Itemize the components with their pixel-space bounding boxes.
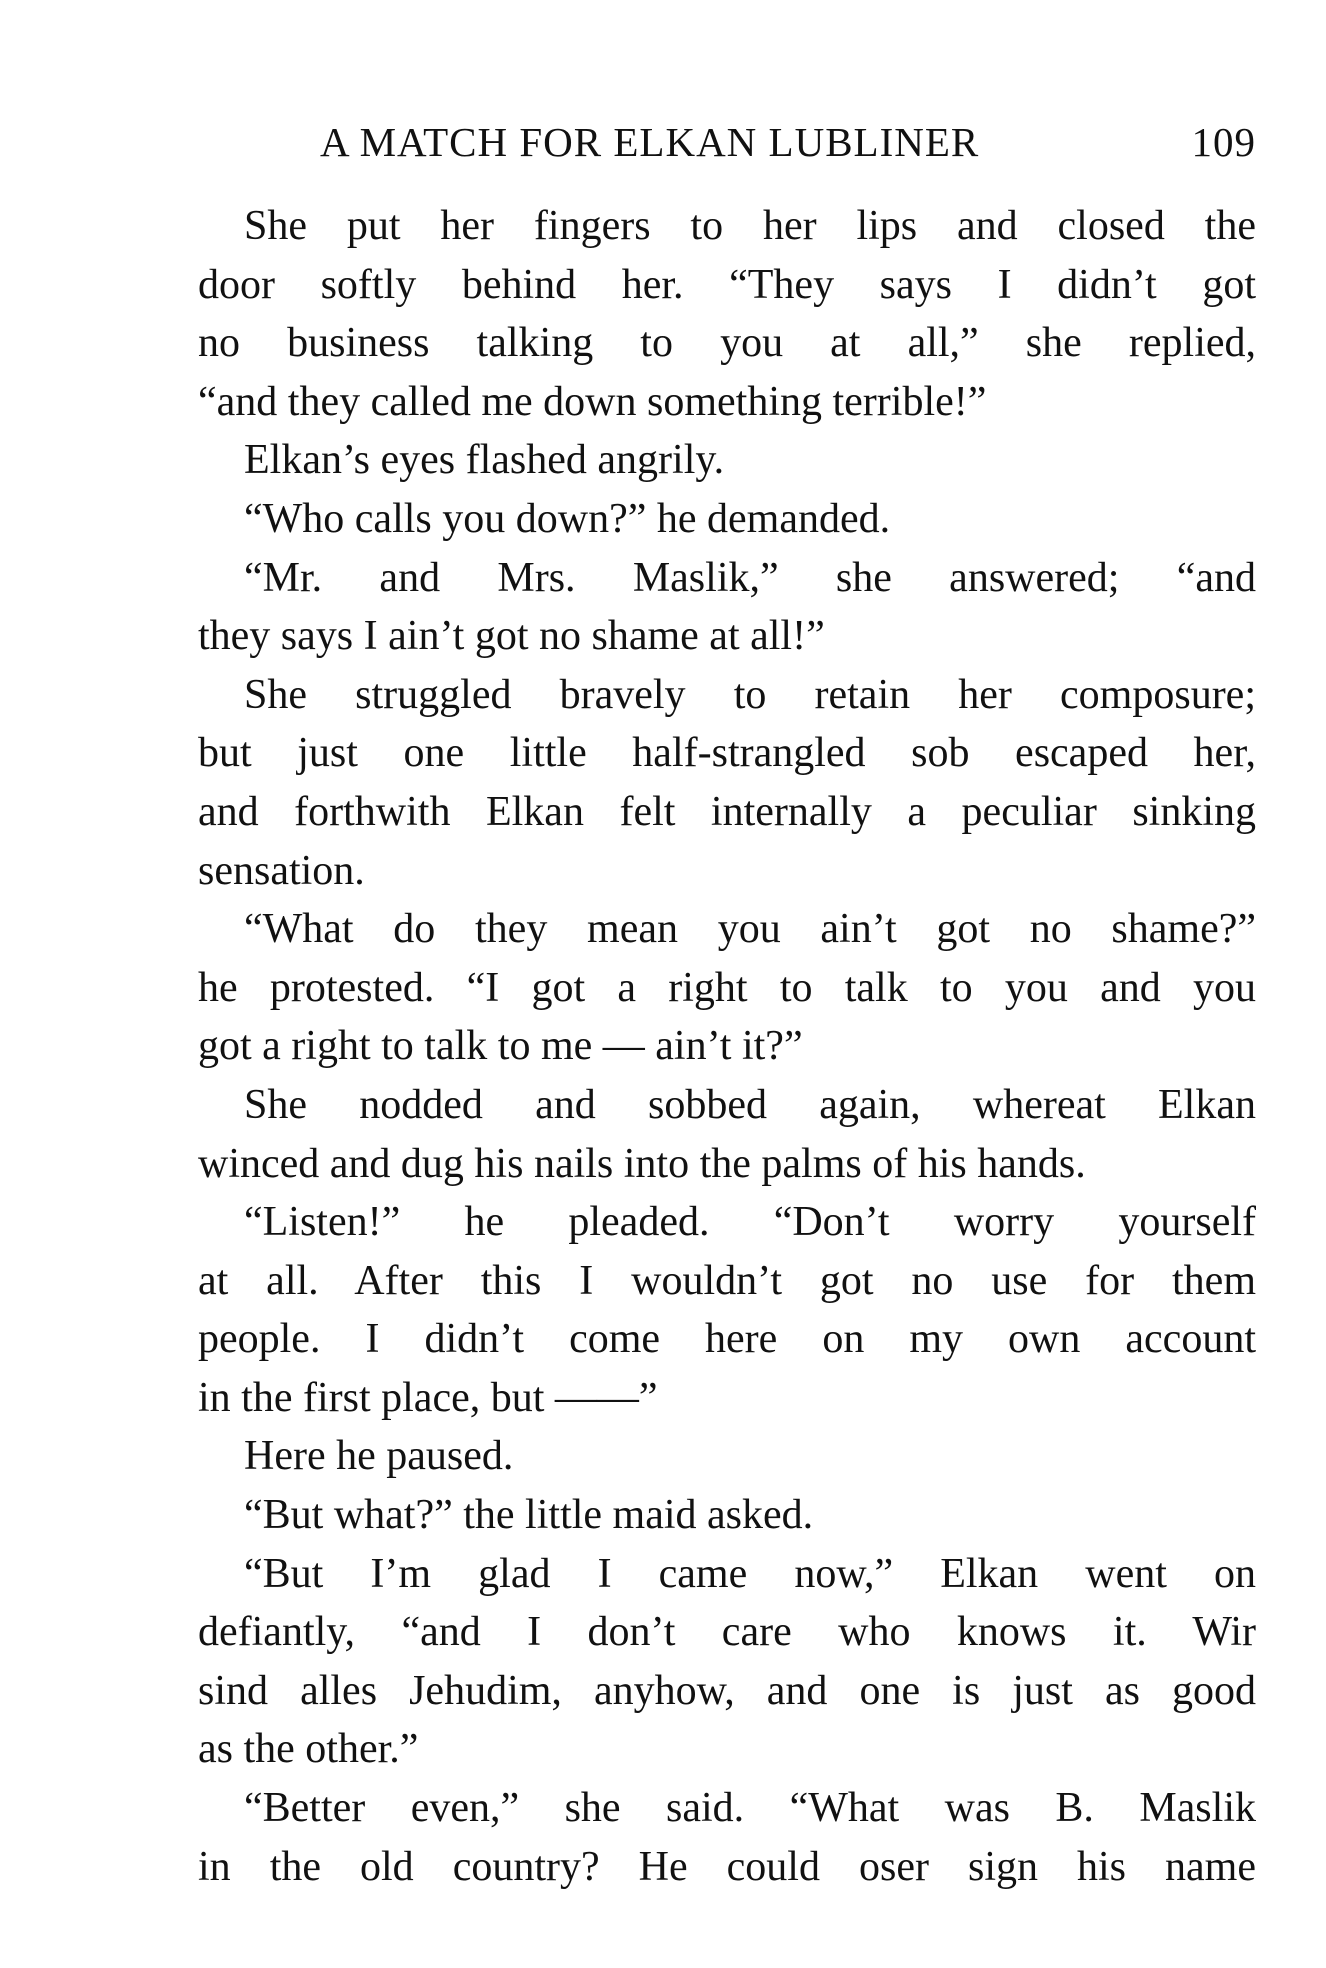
text-line: but just one little half-strangled sob escaped her, bbox=[198, 730, 1256, 777]
text-line: Elkan’s eyes flashed angrily. bbox=[244, 437, 725, 484]
text-line: “Who calls you down?” he demanded. bbox=[244, 495, 891, 542]
text-line: She struggled bravely to retain her composure; bbox=[244, 671, 1256, 718]
text-line: people. I didn’t come here on my own account bbox=[198, 1316, 1256, 1363]
text-line: at all. After this I wouldn’t got no use for them bbox=[198, 1257, 1256, 1304]
page-number: 109 bbox=[1191, 119, 1256, 165]
text-line: “and they called me down something terrible!” bbox=[198, 378, 987, 425]
text-line: in the old country? He could oser sign his name bbox=[198, 1843, 1256, 1890]
body-text bbox=[198, 197, 1256, 1896]
text-line: “Better even,” she said. “What was B. Maslik bbox=[244, 1785, 1256, 1832]
text-line: sensation. bbox=[198, 847, 365, 894]
text-line: “Listen!” he pleaded. “Don’t worry yourself bbox=[244, 1199, 1256, 1246]
text-line: She nodded and sobbed again, whereat Elkan bbox=[244, 1081, 1256, 1128]
text-line: “What do they mean you ain’t got no shame?” bbox=[244, 906, 1256, 953]
text-line: “But what?” the little maid asked. bbox=[244, 1492, 814, 1539]
text-line: got a right to talk to me — ain’t it?” bbox=[198, 1023, 803, 1070]
text-line: and forthwith Elkan felt internally a peculiar sinking bbox=[198, 788, 1256, 835]
text-line: he protested. “I got a right to talk to you and you bbox=[198, 964, 1256, 1011]
text-line: in the first place, but ——” bbox=[198, 1374, 658, 1421]
running-head bbox=[320, 118, 1256, 178]
text-line: no business talking to you at all,” she replied, bbox=[198, 320, 1256, 367]
text-line: as the other.” bbox=[198, 1726, 419, 1773]
running-title: A MATCH FOR ELKAN LUBLINER bbox=[320, 119, 980, 165]
text-line: “But I’m glad I came now,” Elkan went on bbox=[244, 1550, 1256, 1597]
text-line: defiantly, “and I don’t care who knows it. Wir bbox=[198, 1609, 1256, 1656]
text-line: sind alles Jehudim, anyhow, and one is just as good bbox=[198, 1667, 1256, 1714]
text-line: winced and dug his nails into the palms of his hands. bbox=[198, 1140, 1086, 1187]
text-line: Here he paused. bbox=[244, 1433, 514, 1480]
text-line: “Mr. and Mrs. Maslik,” she answered; “and bbox=[244, 554, 1256, 601]
text-line: they says I ain’t got no shame at all!” bbox=[198, 613, 825, 660]
text-line: door softly behind her. “They says I didn’t got bbox=[198, 261, 1256, 308]
text-line: She put her fingers to her lips and closed the bbox=[244, 203, 1256, 249]
